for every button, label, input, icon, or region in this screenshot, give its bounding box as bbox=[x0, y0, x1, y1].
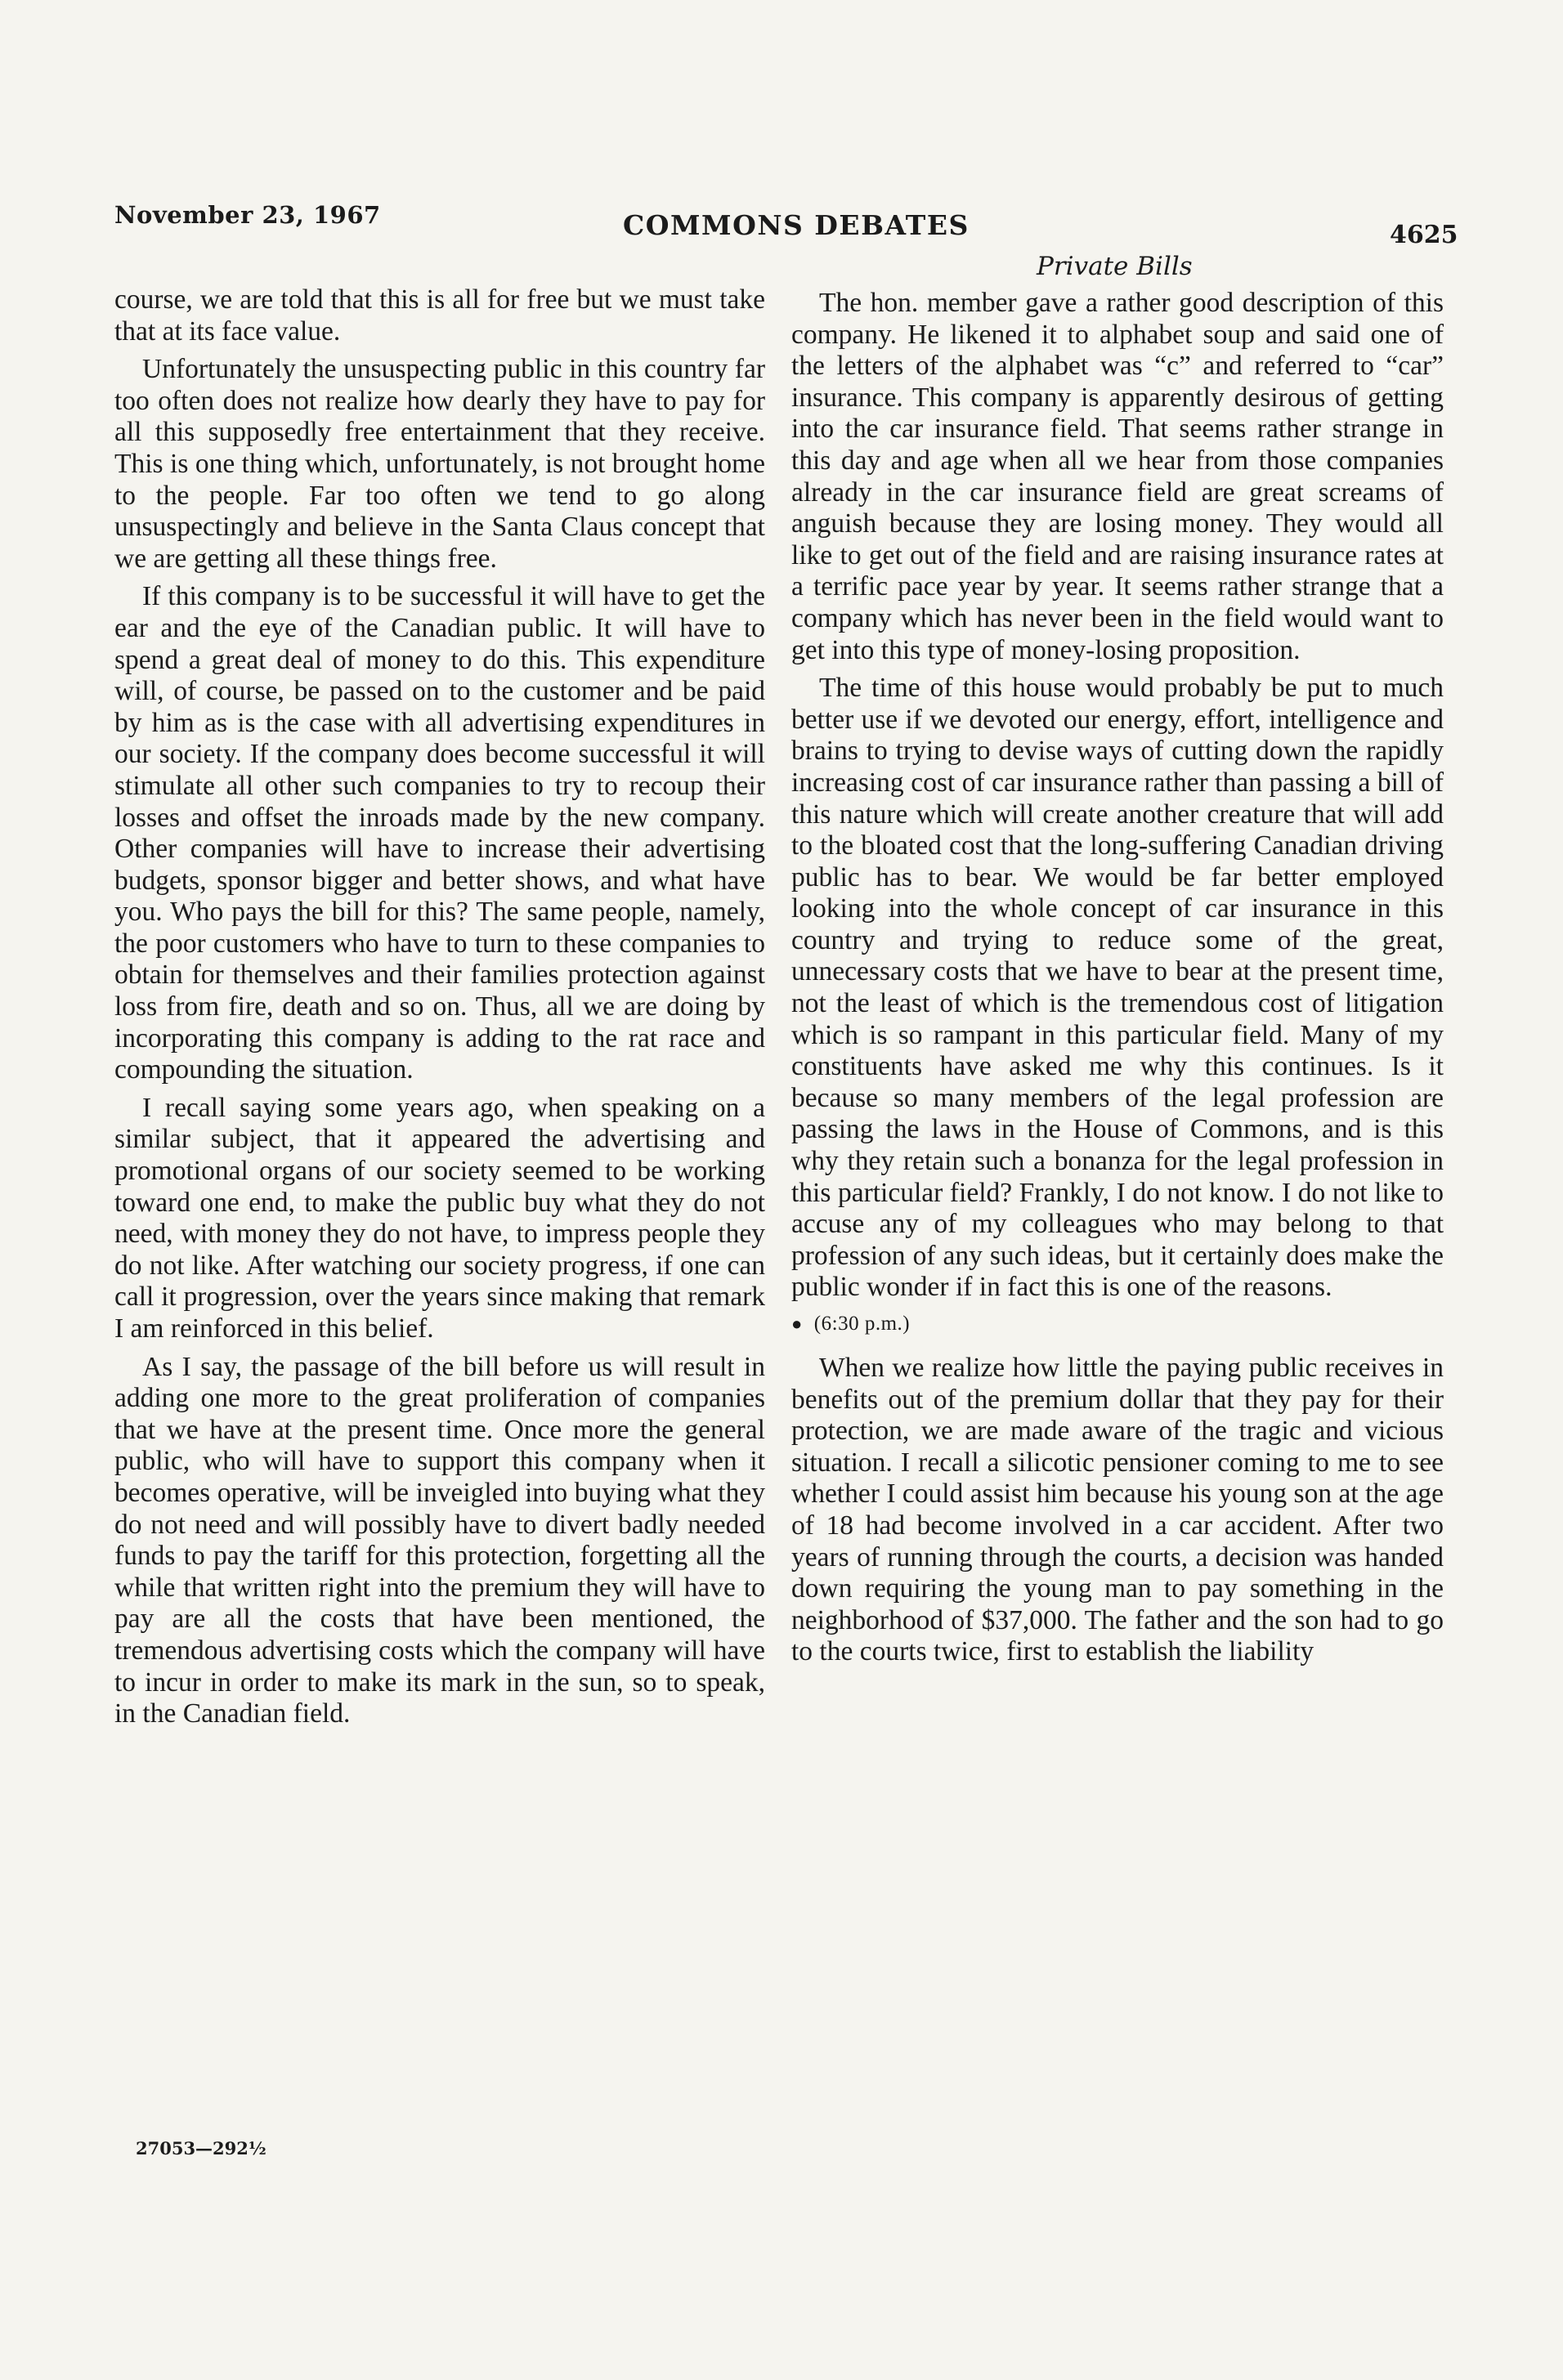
right-column bbox=[791, 288, 1444, 1675]
paragraph: Unfortunately the unsuspecting public in this country far too often does not realize how dearly they have to pay for all this supposedly free entertainment that they receive. This is one thing which, unfortunately, is not brought home to the people. Far too often we tend to go along unsuspectingly and believe in the Santa Claus concept that we are getting all these things free. bbox=[114, 354, 765, 574]
header-date: November 23, 1967 bbox=[114, 201, 381, 229]
paragraph: If this company is to be successful it will have to get the ear and the eye of the Canadian public. It will have to spend a great deal of money to do this. This expenditure will, of course, be passed on to the customer and be paid by him as is the case with all advertising expenditures in our society. If the company does become successful it will stimulate all other such companies to try to recoup their losses and offset the inroads made by the new company. Other companies will have to increase their advertising budgets, sponsor bigger and better shows, and what have you. Who pays the bill for this? The same people, namely, the poor customers who have to turn to these companies to obtain for themselves and their families protection against loss from fire, death and so on. Thus, all we are doing by incorporating this company is adding to the rat race and compounding the situation. bbox=[114, 581, 765, 1085]
paragraph: As I say, the passage of the bill before us will result in adding one more to the great proliferation of companies that we have at the present time. Once more the general public, who will have to support this company when it becomes operative, will be inveigled into buying what they do not need and will possibly have to divert badly needed funds to pay the tariff for this protection, forgetting all the while that written right into the premium they will have to pay are all the costs that have been mentioned, the tremendous advertising costs which the company will have to incur in order to make its mark in the sun, so to speak, in the Canadian field. bbox=[114, 1351, 765, 1729]
section-heading: Private Bills bbox=[1037, 252, 1193, 281]
header-title: COMMONS DEBATES bbox=[623, 209, 970, 241]
paragraph: The time of this house would probably be put to much better use if we devoted our energy, effort, intelligence and brains to trying to devise ways of cutting down the rapidly increasing cost of car insurance rather than passing a bill of this nature which will create another creature that will add to the bloated cost that the long-suffering Canadian driving public has to bear. We would be far better employed looking into the whole concept of car insurance in this country and trying to reduce some of the great, unnecessary costs that we have to bear at the present time, not the least of which is the tremendous cost of litigation which is so rampant in this particular field. Many of my constituents have asked me why this continues. Is it because so many members of the legal profession are passing the laws in the House of Commons, and is this why they retain such a bonanza for the legal profession in this particular field? Frankly, I do not know. I do not like to accuse any of my colleagues who may belong to that profession of any such ideas, but it certainly does make the public wonder if in fact this is one of the reasons. bbox=[791, 673, 1444, 1303]
paragraph: I recall saying some years ago, when speaking on a similar subject, that it appeared the advertising and promotional organs of our society seemed to be working toward one end, to make the public buy what they do not need, with money they do not have, to impress people they do not like. After watching our society progress, if one can call it progression, over the years since making that remark I am reinforced in this belief. bbox=[114, 1092, 765, 1344]
paragraph: course, we are told that this is all for free but we must take that at its face value. bbox=[114, 284, 765, 347]
footer-code: 27053—292½ bbox=[136, 2138, 266, 2159]
header-page-number: 4625 bbox=[1390, 221, 1458, 249]
paragraph: When we realize how little the paying public receives in benefits out of the premium dollar that they pay for their protection, we are made aware of the tragic and vicious situation. I recall a silicotic pensioner coming to me to see whether I could assist him because his young son at the age of 18 had become involved in a car accident. After two years of running through the courts, a decision was handed down requiring the young man to pay something in the neighborhood of $37,000. The father and the son had to go to the courts twice, first to establish the liability bbox=[791, 1353, 1444, 1667]
time-marker-text: (6:30 p.m.) bbox=[813, 1313, 911, 1335]
left-column bbox=[114, 284, 765, 1737]
paragraph: The hon. member gave a rather good description of this company. He likened it to alphabet soup and said one of the letters of the alphabet was “c” and referred to “car” insurance. This company is apparently desirous of getting into the car insurance field. That seems rather strange in this day and age when all we hear from those companies already in the car insurance field are great screams of anguish because they are losing money. They would all like to get out of the field and are raising insurance rates at a terrific pace year by year. It seems rather strange that a company which has never been in the field would want to get into this type of money-losing proposition. bbox=[791, 288, 1444, 665]
bullet-icon: ● bbox=[791, 1313, 803, 1334]
time-marker bbox=[791, 1312, 1444, 1336]
